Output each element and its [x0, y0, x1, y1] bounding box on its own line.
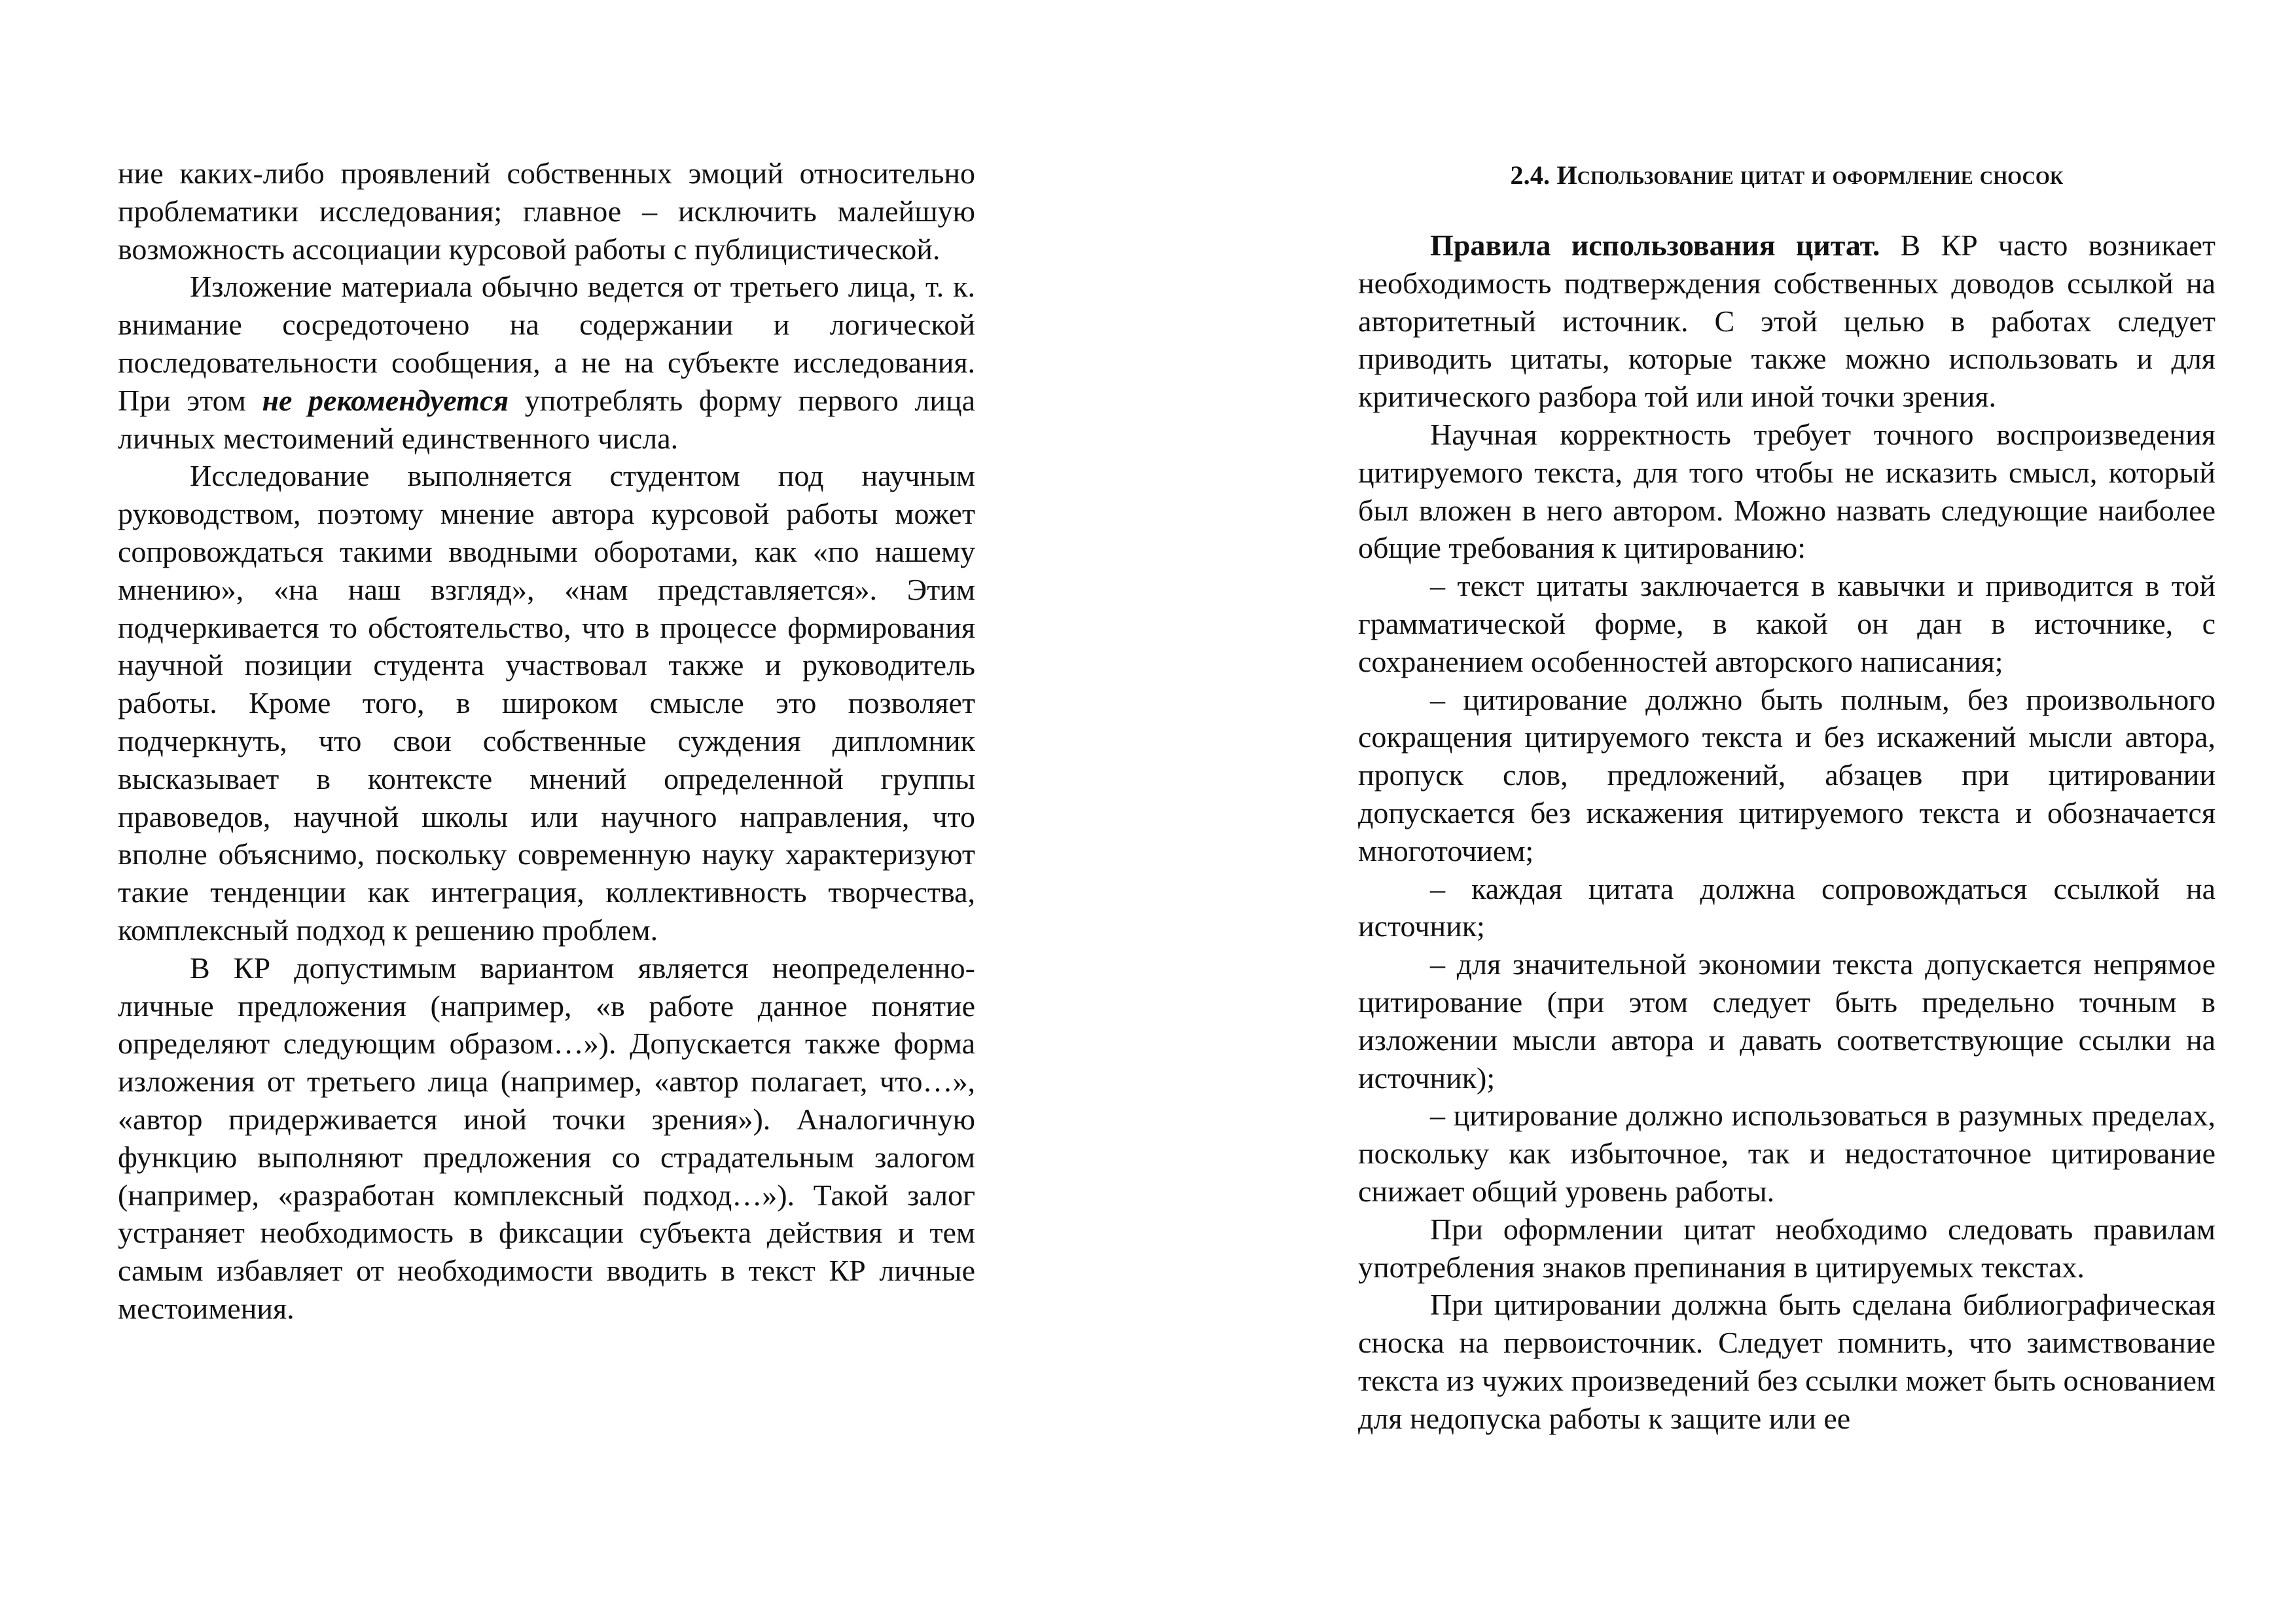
citation-rules-lead: Правила использования цитат.: [1430, 228, 1880, 262]
requirement-item-1: – текст цитаты заключается в кавычки и приводится в той грамматической форме, в какой он дан в источнике, с сохранением особенностей авторского написания;: [1358, 569, 2215, 678]
left-paragraph-2-end: употреблять форму первого лица личных местоимений единственного числа.: [118, 383, 975, 455]
right-page: [1358, 0, 2215, 1623]
requirement-item-4: – для значительной экономии текста допускается непрямое цитирование (при этом следует быть предельно точным в изложении мысли автора и давать соответствующие ссылки на источник);: [1358, 947, 2215, 1095]
right-paragraph-3: При оформлении цитат необходимо следовать правилам употребления знаков препинания в цитируемых текстах.: [1358, 1212, 2215, 1284]
left-paragraph-1: ние каких-либо проявлений собственных эмоций относительно проблематики исследования; главное – исключить малейшую возможность ассоциации курсовой работы с публицистической.: [118, 156, 975, 266]
left-page-text: [118, 155, 975, 1328]
emphasis-not-recommended: не рекомендуется: [262, 383, 509, 417]
right-paragraph-1-rest: В КР часто возникает необходимость подтверждения собственных доводов ссылкой на авторитетный источник. С этой целью в работах следует приводить цитаты, которые также можно использовать и для критического разбора той или иной точки зрения.: [1358, 228, 2216, 414]
requirement-item-3: – каждая цитата должна сопровождаться ссылкой на источник;: [1358, 871, 2215, 943]
left-paragraph-2: [118, 268, 975, 457]
left-page: [118, 0, 975, 1623]
requirement-item-5: – цитирование должно использоваться в разумных пределах, поскольку как избыточное, так и недостаточное цитирование снижает общий уровень работы.: [1358, 1099, 2215, 1208]
requirement-item-2: – цитирование должно быть полным, без произвольного сокращения цитируемого текста и без искажений мысли автора, пропуск слов, предложений, абзацев при цитировании допускается без искажения цитируемого текста и обозначается многоточием;: [1358, 682, 2215, 867]
section-heading: 2.4. Использование цитат и оформление сносок: [1510, 160, 2064, 190]
right-paragraph-4: При цитировании должна быть сделана библиографическая сноска на первоисточник. Следует помнить, что заимствование текста из чужих произведений без ссылки может быть основанием для недопуска работы к защите или ее: [1358, 1288, 2215, 1435]
right-paragraph-2: Научная корректность требует точного воспроизведения цитируемого текста, для того чтобы не исказить смысл, который был вложен в него автором. Можно назвать следующие наиболее общие требования к цитированию:: [1358, 417, 2215, 565]
left-paragraph-4: В КР допустимым вариантом является неопределенно-личные предложения (например, «в работе данное понятие определяют следующим образом…»). Допускается также форма изложения от третьего лица (например, «автор полагает, что…», «автор придерживается иной точки зрения»). Аналогичную функцию выполняют предложения со страдательным залогом (например, «разработан комплексный подход…»). Такой залог устраняет необходимость в фиксации субъекта действия и тем самым избавляет от необходимости вводить в текст КР личные местоимения.: [118, 951, 975, 1325]
right-page-text: [1358, 227, 2215, 1438]
right-paragraph-1: [1358, 227, 2215, 416]
left-paragraph-3: Исследование выполняется студентом под научным руководством, поэтому мнение автора курсовой работы может сопровождаться такими вводными оборотами, как «по нашему мнению», «на наш взгляд», «нам представляется». Этим подчеркивается то обстоятельство, что в процессе формирования научной позиции студента участвовал также и руководитель работы. Кроме того, в широком смысле это позволяет подчеркнуть, что свои собственные суждения дипломник высказывает в контексте мнений определенной группы правоведов, научной школы или научного направления, что вполне объяснимо, поскольку современную науку характеризуют такие тенденции как интеграция, коллективность творчества, комплексный подход к решению проблем.: [118, 459, 975, 947]
left-paragraph-2-start: Изложение материала обычно ведется от третьего лица, т. к. внимание сосредоточено на содержании и логической последовательности сообщения, а не на субъекте исследования. При этом: [118, 270, 975, 417]
